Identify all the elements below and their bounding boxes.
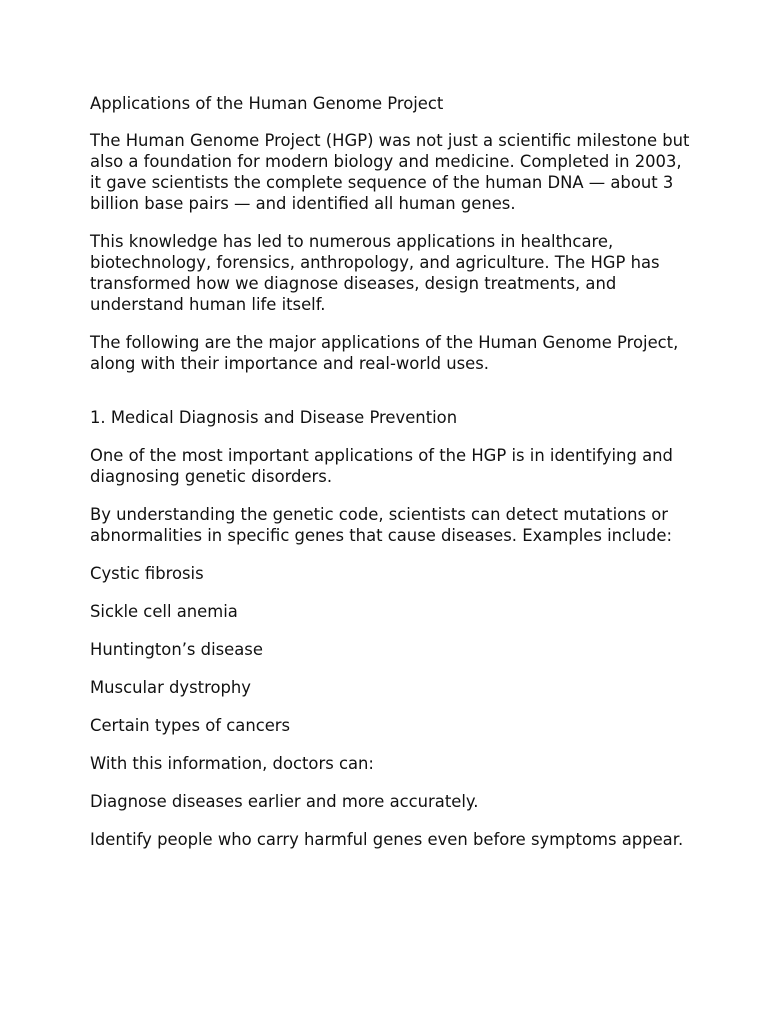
body-paragraph: With this information, doctors can: — [90, 754, 374, 773]
body-paragraph: One of the most important applications of the HGP is in identifying and diagnosing genetic disorders. — [90, 446, 673, 486]
document-title: Applications of the Human Genome Project — [90, 94, 444, 113]
example-item: Certain types of cancers — [90, 716, 291, 735]
body-paragraph: By understanding the genetic code, scientists can detect mutations or abnormalities in specific genes that cause diseases. Examples include: — [90, 505, 672, 545]
intro-paragraph: The following are the major applications of the Human Genome Project, along with their importance and real-world uses. — [90, 333, 679, 373]
example-item: Muscular dystrophy — [90, 678, 251, 697]
intro-paragraph: The Human Genome Project (HGP) was not just a scientific milestone but also a foundation for modern biology and medicine. Completed in 2003, it gave scientists the complete sequence of the human DNA — about 3 billion base pairs — and identified all human genes. — [90, 131, 690, 213]
capability-item: Identify people who carry harmful genes even before symptoms appear. — [90, 830, 684, 849]
intro-paragraph: This knowledge has led to numerous applications in healthcare, biotechnology, forensics, anthropology, and agriculture. The HGP has transformed how we diagnose diseases, design treatments, and understand human life itself. — [90, 232, 660, 314]
example-item: Sickle cell anemia — [90, 602, 238, 621]
document-body — [90, 93, 690, 850]
example-item: Cystic fibrosis — [90, 564, 204, 583]
example-item: Huntington’s disease — [90, 640, 263, 659]
capability-item: Diagnose diseases earlier and more accurately. — [90, 792, 479, 811]
section-heading: 1. Medical Diagnosis and Disease Prevention — [90, 408, 458, 427]
